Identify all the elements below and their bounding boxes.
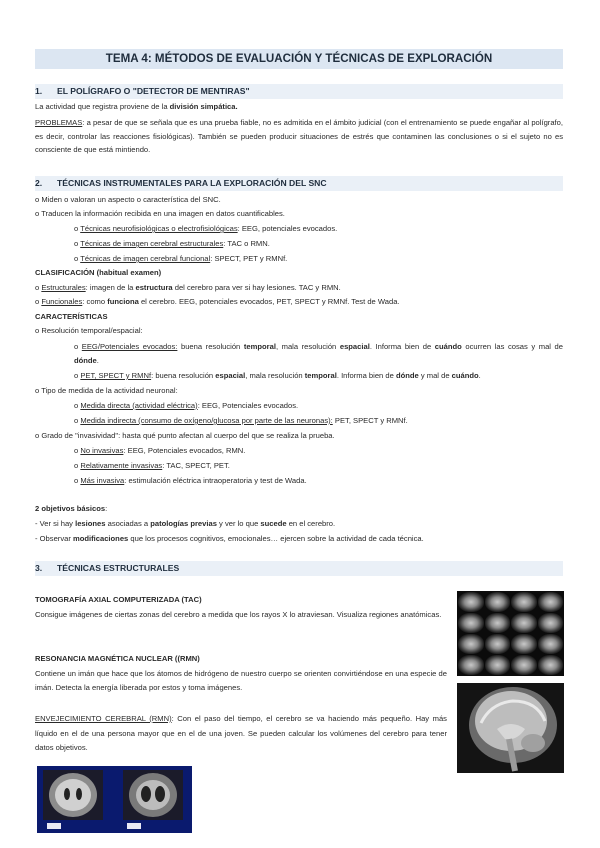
s1-problems: PROBLEMAS: a pesar de que se señala que es una prueba fiable, no es admitida en el ámbito judicial (con el entrenamiento se puede engañar al polígrafo, es decir, controlar las reacciones fisiológicas). También se pueden producir situaciones de estrés que contaminen las conclusiones o si el sujeto no es consciente de que está mintiendo. xyxy=(35,118,563,154)
envejecimiento-text: ENVEJECIMIENTO CEREBRAL (RMN): Con el paso del tiempo, el cerebro se va haciendo más pequeño. Hay más líquido en el de una persona mayor que en el de una joven. Se pueden calcular los volúmenes del cerebro para tener datos objetivos. xyxy=(35,714,447,752)
rmn-heading: RESONANCIA MAGNÉTICA NUCLEAR ((RMN) xyxy=(35,654,200,663)
tipo-medida-heading: o Tipo de medida de la actividad neuronal: xyxy=(35,386,178,395)
no-invasivas: o No invasivas: EEG, Potenciales evocados, RMN. xyxy=(74,446,246,455)
envejecimiento-mri-comparison-image xyxy=(37,766,192,833)
medida-indirecta: o Medida indirecta (consumo de oxígeno/glucosa por parte de las neuronas): PET, SPECT y RMNf. xyxy=(74,416,408,425)
rmn-text: Contiene un imán que hace que los átomos de hidrógeno de nuestro cuerpo se orienten convirtiéndose en una especie de imán. Detecta la energía liberada por estos y toma imágenes. xyxy=(35,669,447,692)
s2-item-2: o Técnicas de imagen cerebral estructurales: TAC o RMN. xyxy=(74,239,270,248)
resolucion-eeg: o EEG/Potenciales evocados: buena resolución temporal, mala resolución espacial. Informa bien de cuándo ocurren las cosas y mal de dónde. xyxy=(74,342,563,365)
relativamente-invasivas: o Relativamente invasivas: TAC, SPECT, PET. xyxy=(74,461,230,470)
clas-estructurales: o Estructurales: imagen de la estructura del cerebro para ver si hay lesiones. TAC y RMN. xyxy=(35,283,341,292)
rmn-sagittal-image xyxy=(457,683,564,773)
objetivo-2: - Observar modificaciones que los procesos cognitivos, emocionales… ejercen sobre la actividad de cada técnica. xyxy=(35,534,424,543)
tac-text: Consigue imágenes de ciertas zonas del cerebro a medida que los rayos X lo atraviesan. Visualiza regiones anatómicas. xyxy=(35,610,442,619)
objetivo-1: - Ver si hay lesiones asociadas a patologías previas y ver lo que sucede en el cerebro. xyxy=(35,519,336,528)
mas-invasiva: o Más invasiva: estimulación eléctrica intraoperatoria y test de Wada. xyxy=(74,476,307,485)
s2-item-1: o Técnicas neurofisiológicas o electrofisiológicas: EEG, potenciales evocados. xyxy=(74,224,338,233)
s2-item-3: o Técnicas de imagen cerebral funcional: SPECT, PET y RMNf. xyxy=(74,254,288,263)
objetivos-heading: 2 objetivos básicos: xyxy=(35,504,108,513)
section-3-heading: 3. TÉCNICAS ESTRUCTURALES xyxy=(35,561,563,576)
tac-axial-slices-image xyxy=(457,591,564,676)
clas-funcionales: o Funcionales: como funciona el cerebro. EEG, potenciales evocados, PET, SPECT y RMNf. Test de Wada. xyxy=(35,297,400,306)
s2-o1: o Miden o valoran un aspecto o característica del SNC. xyxy=(35,195,221,204)
resolucion-pet: o PET, SPECT y RMNf: buena resolución espacial, mala resolución temporal. Informa bien de dónde y mal de cuándo. xyxy=(74,371,481,380)
invasividad-heading: o Grado de "invasividad": hasta qué punto afectan al cuerpo del que se realiza la prueba. xyxy=(35,431,335,440)
medida-directa: o Medida directa (actividad eléctrica): EEG, Potenciales evocados. xyxy=(74,401,299,410)
tac-heading: TOMOGRAFÍA AXIAL COMPUTERIZADA (TAC) xyxy=(35,595,202,604)
clasificacion-heading: CLASIFICACIÓN (habitual examen) xyxy=(35,268,162,277)
s2-o2: o Traducen la información recibida en una imagen en datos cuantificables. xyxy=(35,209,285,218)
section-1-heading: 1. EL POLÍGRAFO O "DETECTOR DE MENTIRAS" xyxy=(35,84,563,99)
caracteristicas-heading: CARACTERÍSTICAS xyxy=(35,312,108,321)
s1-line-1: La actividad que registra proviene de la división simpática. xyxy=(35,102,238,111)
resolucion-heading: o Resolución temporal/espacial: xyxy=(35,326,143,335)
section-2-heading: 2. TÉCNICAS INSTRUMENTALES PARA LA EXPLORACIÓN DEL SNC xyxy=(35,176,563,191)
page-title: TEMA 4: MÉTODOS DE EVALUACIÓN Y TÉCNICAS DE EXPLORACIÓN xyxy=(35,49,563,69)
